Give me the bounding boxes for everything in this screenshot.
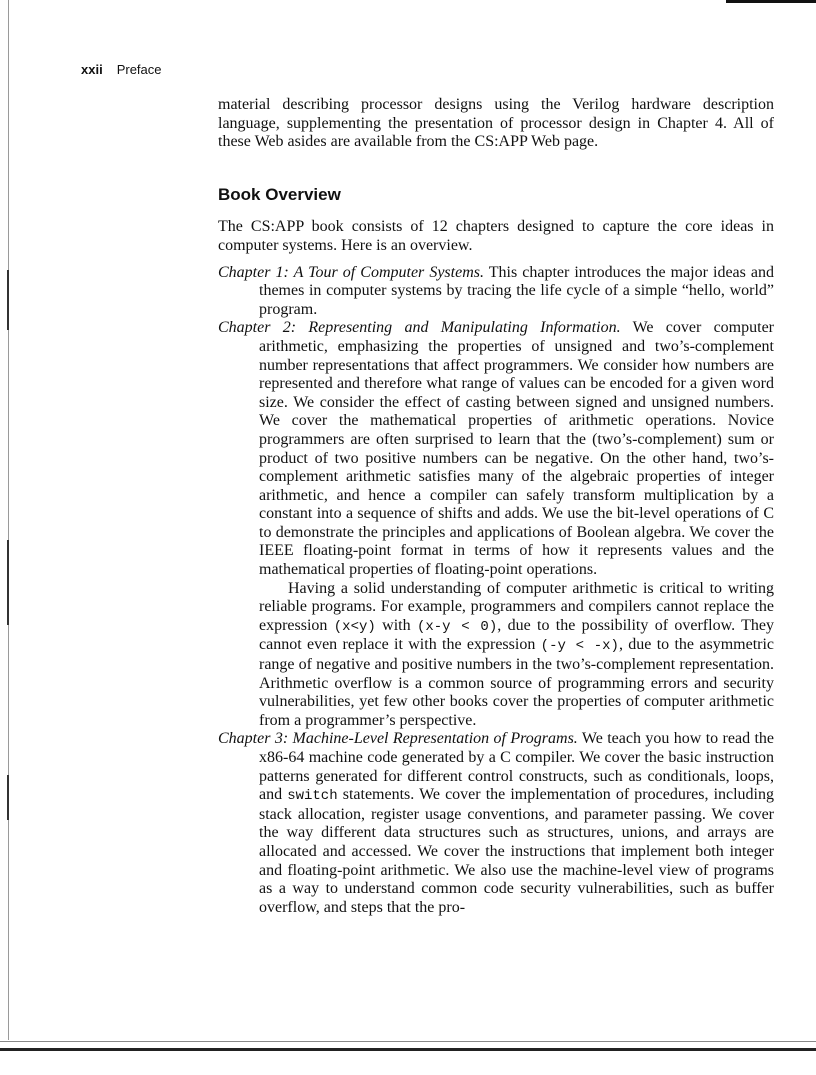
code-expression: (-y < -x) [540, 638, 619, 655]
scan-bottom-rule [0, 1048, 816, 1051]
scan-left-mark [7, 540, 9, 625]
scan-left-edge [8, 0, 9, 1040]
scan-left-mark [7, 775, 9, 820]
chapter-description: We teach you how to read the x86-64 machine code generated by a C compiler. We cover the basic instruction patterns generated for different control constructs, such as conditionals, loops, and [259, 730, 775, 804]
paragraph-text: , due to the possibility of overflow. They cannot even replace it with the expression [259, 616, 775, 654]
chapter-title: Chapter 2: Representing and Manipulating Information. [218, 319, 621, 337]
chapter-title: Chapter 3: Machine-Level Representation of Programs. [218, 730, 578, 748]
chapter-entry [218, 264, 774, 320]
chapter-description: statements. We cover the implementation of procedures, including stack allocation, register usage conventions, and parameter passing. We cover the way different data structures such as structures, unions, and arrays are allocated and accessed. We cover the instructions that implement both integer and floating-point arithmetic. We also use the machine-level view of programs as a way to understand common code security vulnerabilities, such as buffer overflow, and steps that the pro- [259, 786, 774, 916]
scan-top-rule [726, 0, 816, 3]
chapter-entry [218, 730, 774, 917]
chapter-description: This chapter introduces the major ideas and themes in computer systems by tracing the life cycle of a simple “hello, world” program. [259, 263, 775, 318]
paragraph-text: Having a solid understanding of computer arithmetic is critical to writing reliable programs. For example, programmers and compilers cannot replace the expression [259, 579, 774, 634]
code-expression: (x<y) [333, 618, 376, 635]
intro-paragraph: material describing processor designs using the Verilog hardware description language, supplementing the presentation of processor design in Chapter 4. All of these Web asides are available from the CS:APP Web page. [218, 96, 774, 151]
chapter-entry [218, 319, 774, 579]
chapter-title: Chapter 1: A Tour of Computer Systems. [218, 263, 484, 281]
scan-left-mark [7, 270, 9, 330]
text-column [218, 96, 774, 917]
code-expression: (x-y < 0) [416, 618, 498, 635]
page-number: xxii [81, 62, 103, 77]
code-keyword: switch [287, 788, 338, 805]
paragraph-text: , due to the asymmetric range of negative and positive numbers in the two’s-complement representation. Arithmetic overflow is a common source of programming errors and security vulnerabilities, yet few other books cover the properties of computer arithmetic from a programmer’s perspective. [259, 636, 775, 729]
section-heading: Book Overview [218, 184, 341, 204]
paragraph-text: with [382, 616, 411, 634]
chapter-description: We cover computer arithmetic, emphasizing the properties of unsigned and two’s-complement number representations that affect programmers. We consider how numbers are represented and therefore what range of values can be encoded for a given word size. We consider the effect of casting between signed and unsigned numbers. We cover the mathematical properties of arithmetic operations. Novice programmers are often surprised to learn that the (two’s-complement) sum or product of two positive numbers can be negative. On the other hand, two’s-complement arithmetic satisfies many of the algebraic properties of integer arithmetic, and hence a compiler can safely transform multiplication by a constant into a sequence of shifts and adds. We use the bit-level operations of C to demonstrate the principles and applications of Boolean algebra. We cover the IEEE floating-point format in terms of how it represents values and the mathematical properties of floating-point operations. [259, 319, 774, 579]
chapter-continuation-paragraph [218, 580, 774, 731]
scan-bottom-rule [0, 1041, 816, 1042]
running-head [81, 62, 162, 77]
overview-lead-paragraph: The CS:APP book consists of 12 chapters designed to capture the core ideas in computer systems. Here is an overview. [218, 218, 774, 254]
running-head-section: Preface [116, 62, 162, 77]
